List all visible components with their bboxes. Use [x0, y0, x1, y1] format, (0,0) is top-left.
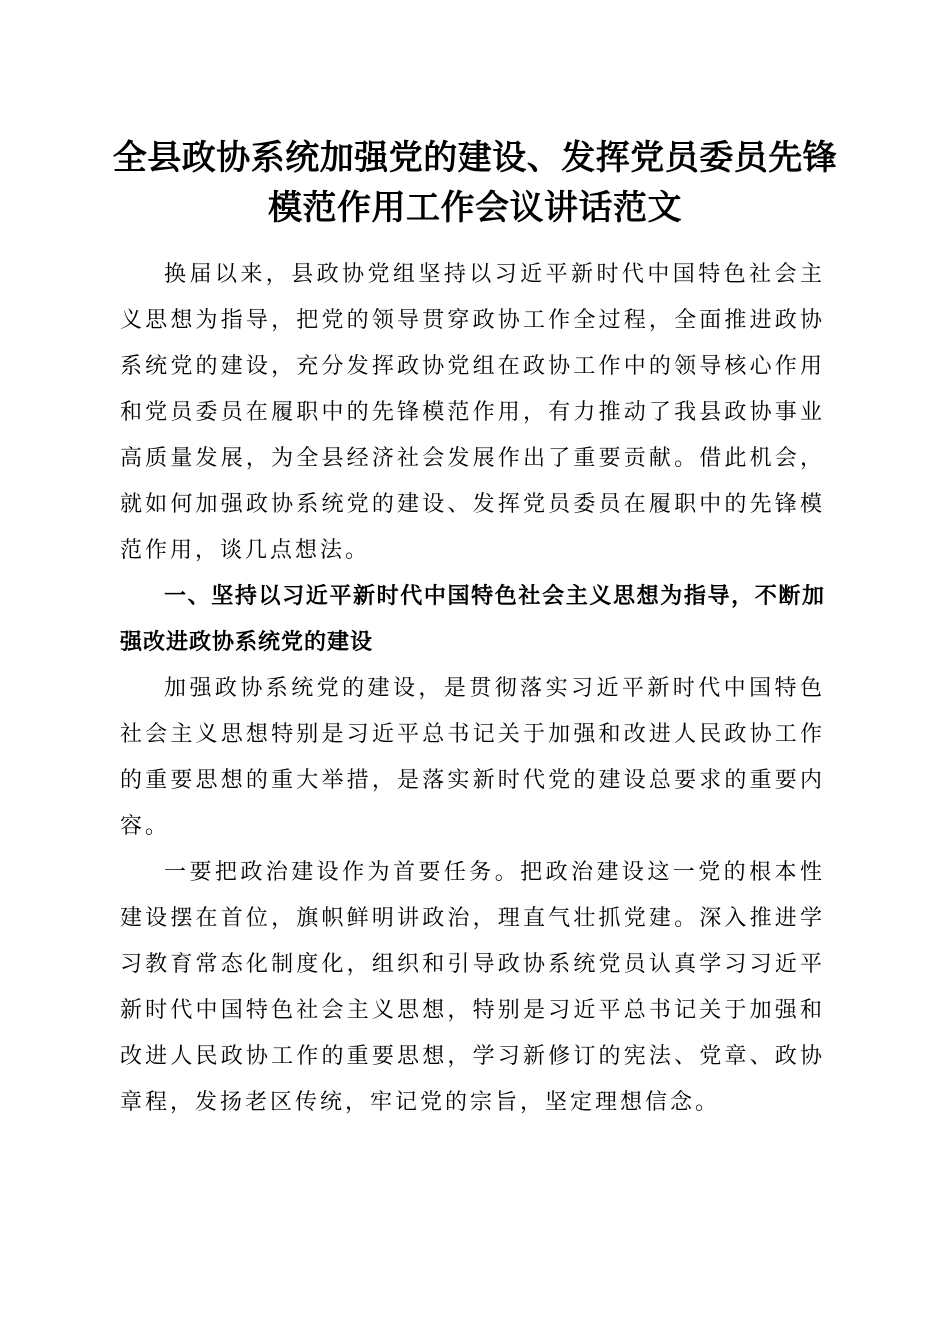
document-title: 全县政协系统加强党的建设、发挥党员委员先锋模范作用工作会议讲话范文: [112, 138, 838, 228]
document-body: [120, 252, 825, 1126]
paragraph-intro: 换届以来，县政协党组坚持以习近平新时代中国特色社会主义思想为指导，把党的领导贯穿政协工作全过程，全面推进政协系统党的建设，充分发挥政协党组在政协工作中的领导核心作用和党员委员在履职中的先锋模范作用，有力推动了我县政协事业高质量发展，为全县经济社会发展作出了重要贡献。借此机会，就如何加强政协系统党的建设、发挥党员委员在履职中的先锋模范作用，谈几点想法。: [120, 262, 825, 563]
paragraph-section-1-intro: 加强政协系统党的建设，是贯彻落实习近平新时代中国特色社会主义思想特别是习近平总书记关于加强和改进人民政协工作的重要思想的重大举措，是落实新时代党的建设总要求的重要内容。: [120, 676, 825, 839]
paragraph-political-construction: 一要把政治建设作为首要任务。把政治建设这一党的根本性建设摆在首位，旗帜鲜明讲政治，理直气壮抓党建。深入推进学习教育常态化制度化，组织和引导政协系统党员认真学习习近平新时代中国特色社会主义思想，特别是习近平总书记关于加强和改进人民政协工作的重要思想，学习新修订的宪法、党章、政协章程，发扬老区传统，牢记党的宗旨，坚定理想信念。: [120, 860, 825, 1115]
section-heading-1: 一、坚持以习近平新时代中国特色社会主义思想为指导，不断加强改进政协系统党的建设: [120, 584, 825, 655]
